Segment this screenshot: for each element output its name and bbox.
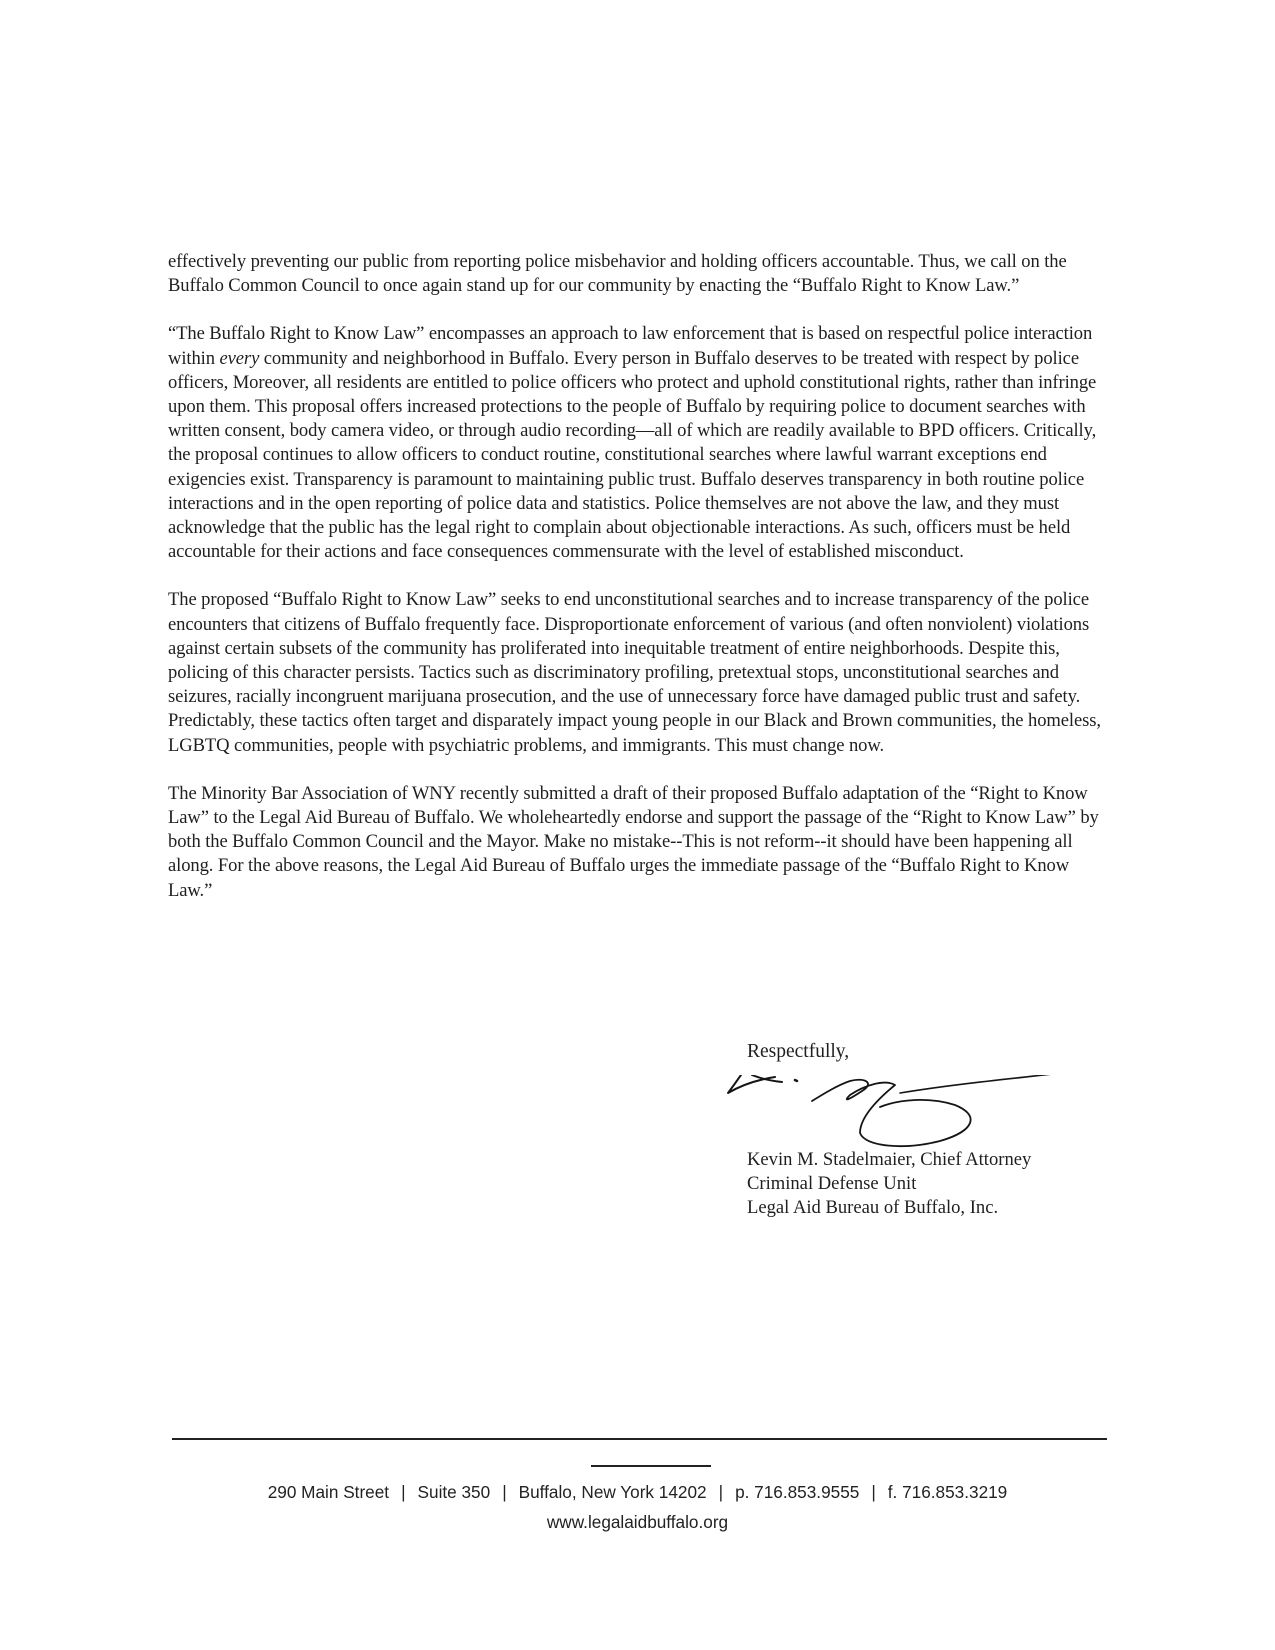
footer-divider xyxy=(172,1438,1107,1440)
footer-separator: | xyxy=(871,1482,876,1502)
paragraph-text: community and neighborhood in Buffalo. Every person in Buffalo deserves to be treated with respect by police officers, Moreover, all residents are entitled to police officers who protect and uphold constitutional rights, rather than infringe upon them. This proposal offers increased protections to the people of Buffalo by requiring police to document searches with written consent, body camera video, or through audio recording—all of which are readily available to BPD officers. Critically, the proposal continues to allow officers to conduct routine, constitutional searches where lawful warrant exceptions end exigencies exist. Transparency is paramount to maintaining public trust. Buffalo deserves transparency in both routine police interactions and in the open reporting of police data and statistics. Police themselves are not above the law, and they must acknowledge that the public has the legal right to complain about objectionable interactions. As such, officers must be held accountable for their actions and face consequences commensurate with the level of established misconduct. xyxy=(168,347,1097,563)
footer-website: www.legalaidbuffalo.org xyxy=(546,1512,729,1532)
footer-phone: p. 716.853.9555 xyxy=(735,1482,860,1502)
footer-separator: | xyxy=(401,1482,406,1502)
footer-suite: Suite 350 xyxy=(417,1482,491,1502)
letter-body xyxy=(168,250,1108,927)
footer-short-divider xyxy=(591,1465,711,1467)
footer-address xyxy=(0,1482,1275,1503)
signatory-unit: Criminal Defense Unit xyxy=(747,1173,917,1194)
body-paragraph xyxy=(168,782,1108,903)
footer-separator: | xyxy=(502,1482,507,1502)
paragraph-text: The Minority Bar Association of WNY recently submitted a draft of their proposed Buffalo adaptation of the “Right to Know Law” to the Legal Aid Bureau of Buffalo. We wholeheartedly endorse and support the passage of the “Right to Know Law” by both the Buffalo Common Council and the Mayor. Make no mistake--This is not reform--it should have been happening all along. For the above reasons, the Legal Aid Bureau of Buffalo urges the immediate passage of the “Buffalo Right to Know Law.” xyxy=(168,782,1099,901)
paragraph-text: effectively preventing our public from reporting police misbehavior and holding officers accountable. Thus, we call on the Buffalo Common Council to once again stand up for our community by enacting the “Buffalo Right to Know Law.” xyxy=(168,251,1067,297)
footer-street: 290 Main Street xyxy=(267,1482,390,1502)
body-paragraph xyxy=(168,588,1108,757)
paragraph-text: “The Buffalo Right to Know Law” encompasses an approach to law enforcement that is based on respectful police interaction within xyxy=(168,323,1093,369)
footer-separator: | xyxy=(718,1482,724,1502)
body-paragraph xyxy=(168,322,1108,564)
closing-salutation: Respectfully, xyxy=(747,1041,850,1062)
signatory-name-title: Kevin M. Stadelmaier, Chief Attorney xyxy=(747,1149,1032,1170)
paragraph-text: The proposed “Buffalo Right to Know Law” seeks to end unconstitutional searches and to increase transparency of the police encounters that citizens of Buffalo frequently face. Disproportionate enforcement of various (and often nonviolent) violations against certain subsets of the community has proliferated into inequitable treatment of entire neighborhoods. Despite this, policing of this character persists. Tactics such as discriminatory profiling, pretextual stops, unconstitutional searches and seizures, racially incongruent marijuana prosecution, and the use of unnecessary force have damaged public trust and safety. Predictably, these tactics often target and disparately impact young people in our Black and Brown communities, the homeless, LGBTQ communities, people with psychiatric problems, and immigrants. This must change now. xyxy=(168,589,1101,756)
signature-block xyxy=(747,1040,1031,1220)
footer-fax: f. 716.853.3219 xyxy=(887,1482,1008,1502)
signatory-organization: Legal Aid Bureau of Buffalo, Inc. xyxy=(747,1197,999,1218)
body-paragraph xyxy=(168,250,1108,298)
footer-city: Buffalo, New York 14202 xyxy=(518,1482,707,1502)
emphasis-text: every xyxy=(219,347,260,369)
